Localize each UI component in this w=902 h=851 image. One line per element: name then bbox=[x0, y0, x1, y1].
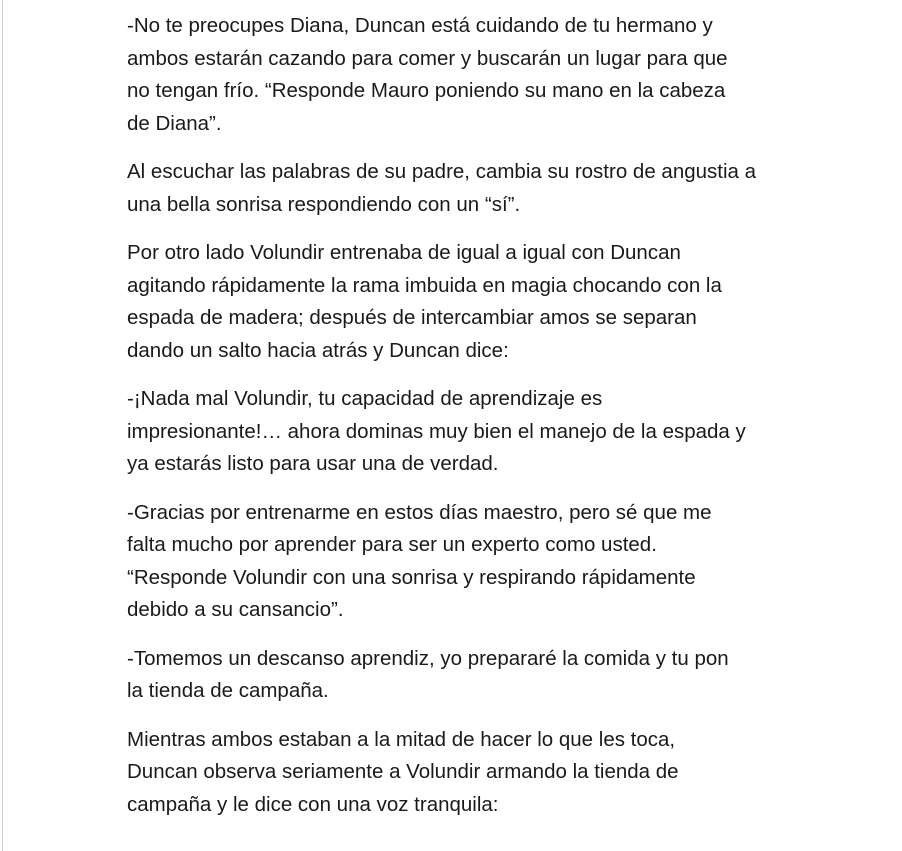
text-line: falta mucho por aprender para ser un experto como usted. bbox=[127, 533, 657, 556]
paragraph-5 bbox=[127, 497, 787, 627]
text-line: agitando rápidamente la rama imbuida en magia chocando con la bbox=[127, 273, 722, 297]
text-line: dando un salto hacia atrás y Duncan dice: bbox=[127, 338, 509, 362]
paragraph-1 bbox=[127, 10, 787, 140]
text-line: impresionante!… ahora dominas muy bien el manejo de la espada y bbox=[127, 419, 746, 443]
text-line: “Responde Volundir con una sonrisa y respirando rápidamente bbox=[127, 565, 696, 589]
text-line: Mientras ambos estaban a la mitad de hacer lo que les toca, bbox=[127, 727, 676, 751]
paragraph-6 bbox=[127, 643, 787, 708]
paragraph-4 bbox=[127, 383, 787, 481]
text-line: una bella sonrisa respondiendo con un “sí”. bbox=[127, 192, 521, 216]
page-left-edge bbox=[2, 0, 3, 851]
text-line: la tienda de campaña. bbox=[127, 679, 329, 702]
text-line: Por otro lado Volundir entrenaba de igual a igual con Duncan bbox=[127, 241, 681, 264]
text-line: no tengan frío. “Responde Mauro poniendo su mano en la cabeza bbox=[127, 79, 726, 102]
text-line: -Gracias por entrenarme en estos días maestro, pero sé que me bbox=[127, 500, 712, 524]
text-line: campaña y le dice con una voz tranquila: bbox=[127, 792, 499, 816]
text-line: -No te preocupes Diana, Duncan está cuidando de tu hermano y bbox=[127, 14, 713, 37]
text-line: -¡Nada mal Volundir, tu capacidad de aprendizaje es bbox=[127, 387, 603, 410]
text-line: de Diana”. bbox=[127, 111, 222, 135]
text-line: Duncan observa seriamente a Volundir armando la tienda de bbox=[127, 760, 679, 783]
text-line: ambos estarán cazando para comer y buscarán un lugar para que bbox=[127, 46, 728, 70]
document-body[interactable] bbox=[127, 10, 787, 837]
paragraph-7 bbox=[127, 724, 787, 822]
text-line: espada de madera; después de intercambiar amos se separan bbox=[127, 306, 697, 329]
text-line: ya estarás listo para usar una de verdad. bbox=[127, 452, 499, 475]
text-line: debido a su cansancio”. bbox=[127, 598, 344, 621]
paragraph-3 bbox=[127, 237, 787, 367]
text-line: Al escuchar las palabras de su padre, cambia su rostro de angustia a bbox=[127, 160, 757, 183]
text-line: -Tomemos un descanso aprendiz, yo prepararé la comida y tu pon bbox=[127, 646, 729, 670]
paragraph-2 bbox=[127, 156, 787, 221]
